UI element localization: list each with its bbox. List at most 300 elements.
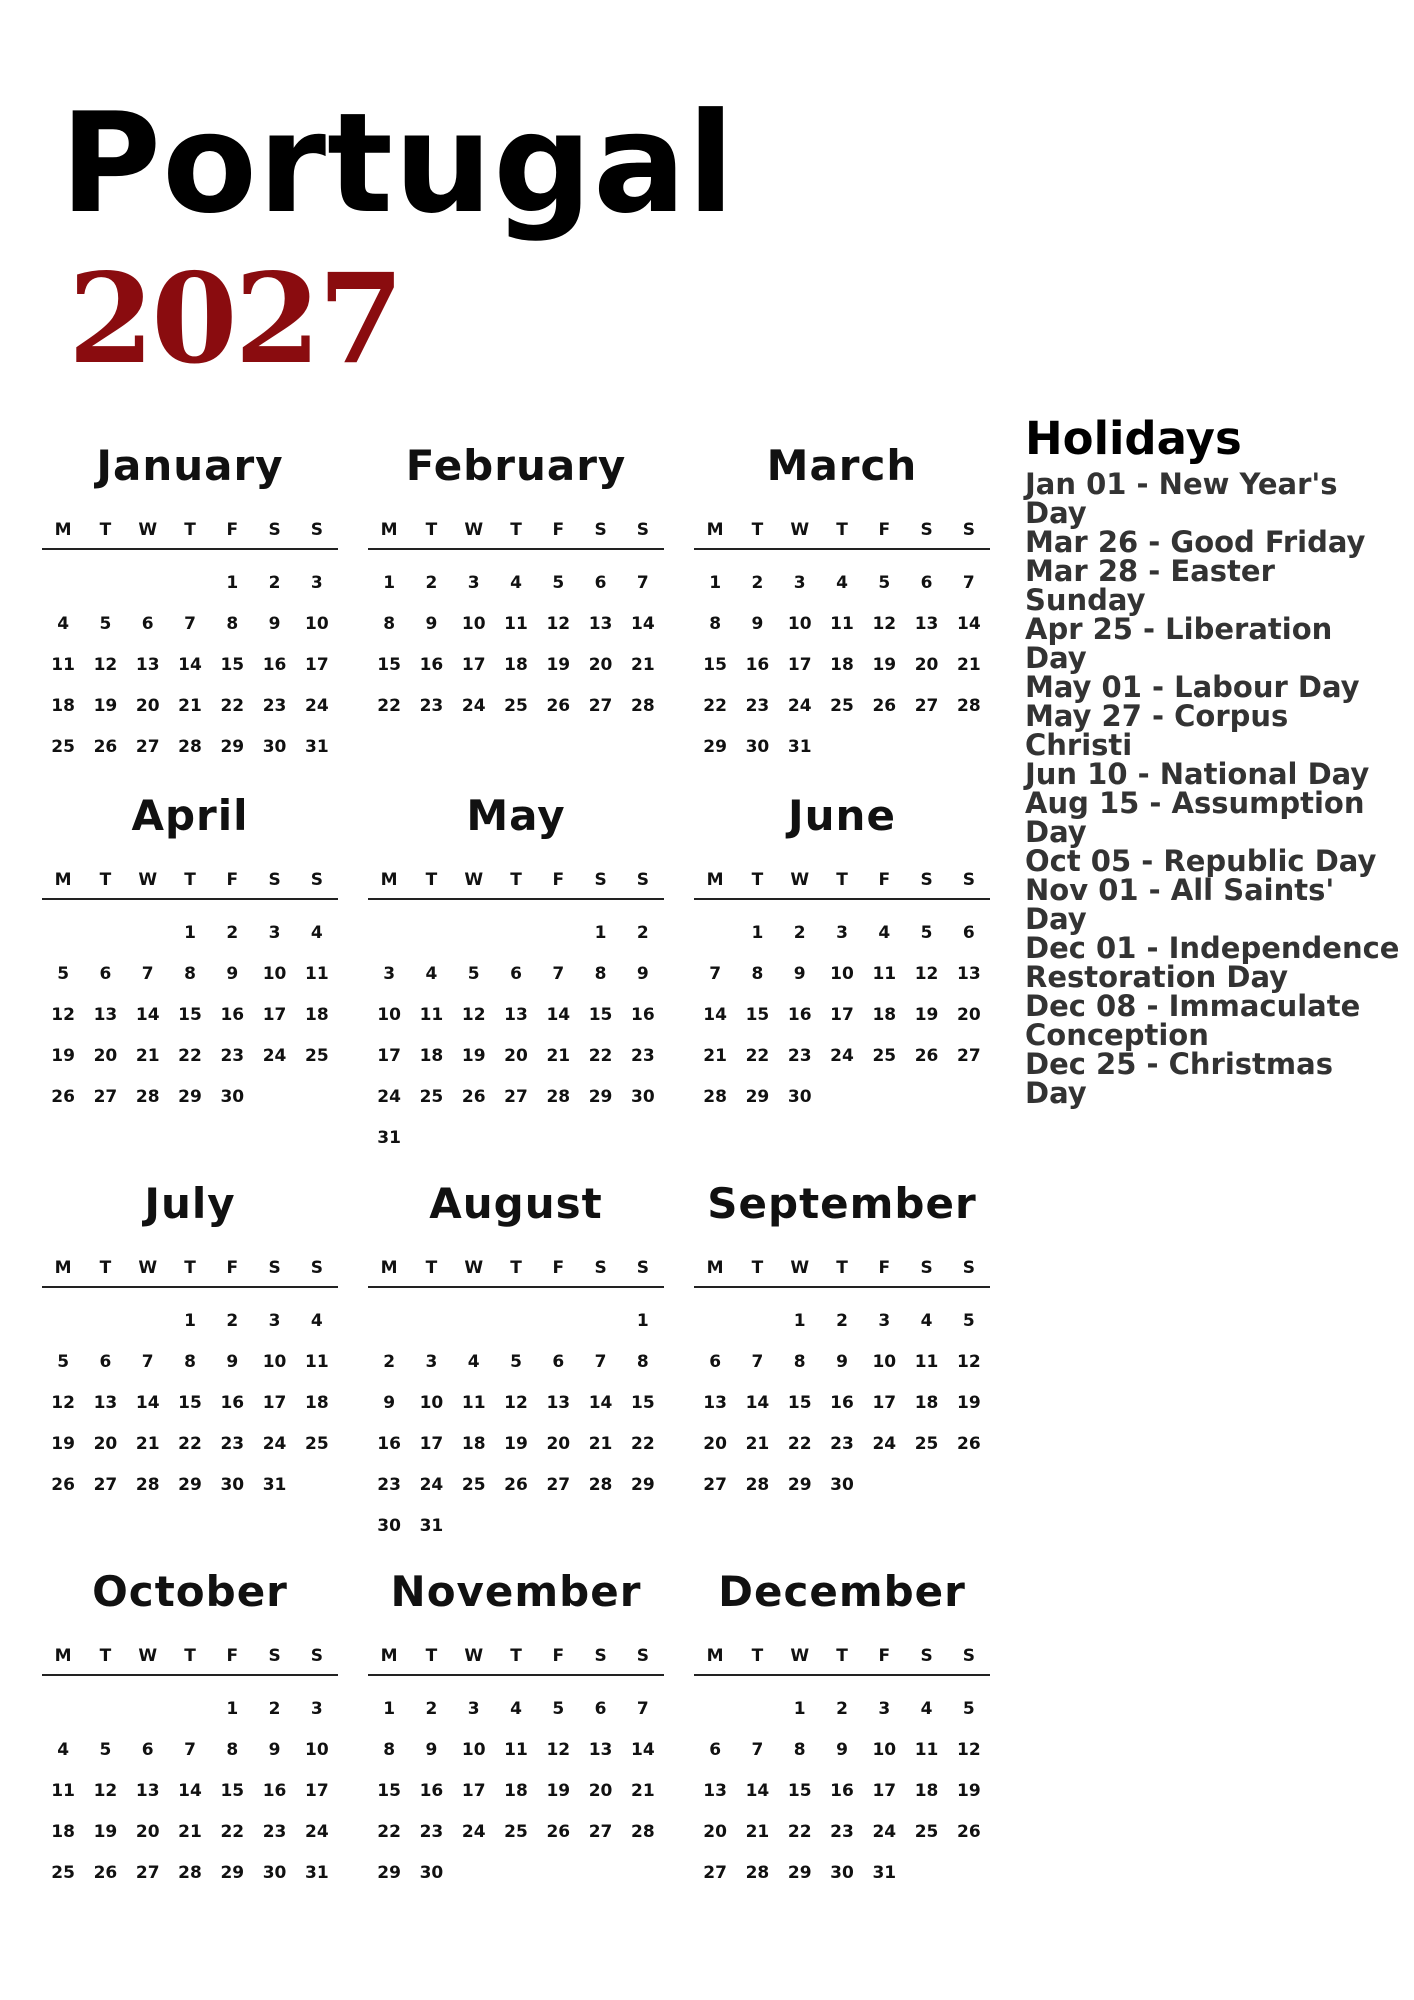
day-cell: 27 xyxy=(703,1474,727,1495)
day-cell: 30 xyxy=(419,1862,444,1883)
holiday-item: Jan 01 - New Year's Day xyxy=(1025,467,1338,530)
day-cell: 15 xyxy=(377,1780,401,1801)
day-cell: 18 xyxy=(504,654,528,675)
weekday-label: T xyxy=(836,1258,848,1278)
day-cell: 16 xyxy=(787,1004,812,1025)
weekday-label: T xyxy=(425,520,438,540)
month-october xyxy=(42,1566,338,1893)
day-cell: 25 xyxy=(461,1474,486,1495)
day-grid xyxy=(42,1688,338,1893)
day-cell: 28 xyxy=(178,1862,202,1883)
day-cell: 15 xyxy=(178,1392,202,1413)
weekday-label: T xyxy=(425,1646,438,1666)
weekday-header xyxy=(368,518,664,550)
day-cell: 22 xyxy=(631,1433,655,1454)
day-cell: 18 xyxy=(51,695,75,716)
day-cell: 24 xyxy=(830,1045,854,1066)
day-cell: 24 xyxy=(872,1821,897,1842)
day-cell: 10 xyxy=(262,1351,287,1372)
day-cell: 1 xyxy=(594,922,607,943)
day-cell: 5 xyxy=(57,1351,70,1372)
weekday-label: T xyxy=(99,520,112,540)
weekday-label: W xyxy=(790,1646,810,1666)
day-cell: 7 xyxy=(594,1351,607,1372)
day-cell: 30 xyxy=(787,1086,812,1107)
day-cell: 6 xyxy=(962,922,975,943)
day-cell: 10 xyxy=(461,1739,486,1760)
day-cell: 17 xyxy=(461,1780,486,1801)
weekday-label: M xyxy=(380,1646,398,1666)
day-cell: 14 xyxy=(745,1780,770,1801)
day-cell: 25 xyxy=(504,1821,528,1842)
day-cell: 13 xyxy=(93,1392,118,1413)
day-cell: 8 xyxy=(383,1739,396,1760)
weekday-label: S xyxy=(636,1258,649,1278)
weekday-label: M xyxy=(54,1258,72,1278)
day-cell: 29 xyxy=(588,1086,613,1107)
day-cell: 30 xyxy=(745,736,770,757)
holiday-item: Mar 26 - Good Friday xyxy=(1025,525,1366,559)
day-cell: 9 xyxy=(268,1739,281,1760)
day-cell: 16 xyxy=(419,1780,444,1801)
weekday-label: T xyxy=(99,1646,112,1666)
day-cell: 12 xyxy=(914,963,939,984)
weekday-label: S xyxy=(268,870,281,890)
weekday-label: W xyxy=(464,1646,484,1666)
day-cell: 23 xyxy=(220,1045,245,1066)
weekday-label: T xyxy=(836,870,848,890)
weekday-header xyxy=(694,868,990,900)
day-cell: 19 xyxy=(957,1780,981,1801)
day-cell: 12 xyxy=(546,1739,571,1760)
day-cell: 22 xyxy=(588,1045,613,1066)
day-cell: 3 xyxy=(425,1351,438,1372)
day-cell: 11 xyxy=(504,1739,528,1760)
day-cell: 5 xyxy=(962,1698,975,1719)
day-cell: 23 xyxy=(830,1433,854,1454)
day-grid xyxy=(42,1300,338,1505)
day-cell: 3 xyxy=(836,922,848,943)
day-cell: 7 xyxy=(636,1698,649,1719)
day-cell: 19 xyxy=(546,654,571,675)
day-cell: 12 xyxy=(957,1351,981,1372)
day-cell: 30 xyxy=(830,1474,854,1495)
day-cell: 22 xyxy=(377,1821,401,1842)
day-cell: 14 xyxy=(178,654,202,675)
weekday-label: W xyxy=(138,520,158,540)
day-cell: 17 xyxy=(262,1392,287,1413)
day-cell: 23 xyxy=(745,695,770,716)
weekday-label: S xyxy=(962,520,975,540)
day-cell: 8 xyxy=(636,1351,649,1372)
month-name: May xyxy=(466,791,566,840)
day-cell: 25 xyxy=(305,1433,329,1454)
weekday-label: S xyxy=(636,520,649,540)
day-cell: 3 xyxy=(268,922,281,943)
month-name: June xyxy=(788,791,896,840)
month-december xyxy=(694,1566,990,1893)
day-cell: 23 xyxy=(631,1045,655,1066)
weekday-label: M xyxy=(380,870,398,890)
day-cell: 1 xyxy=(226,572,239,593)
day-cell: 4 xyxy=(510,572,522,593)
day-cell: 1 xyxy=(751,922,764,943)
day-cell: 28 xyxy=(135,1474,160,1495)
day-cell: 8 xyxy=(709,613,722,634)
day-cell: 9 xyxy=(425,613,438,634)
day-cell: 1 xyxy=(636,1310,649,1331)
day-grid xyxy=(42,562,338,767)
day-cell: 24 xyxy=(461,1821,486,1842)
weekday-header xyxy=(368,1256,664,1288)
day-cell: 9 xyxy=(383,1392,396,1413)
day-cell: 20 xyxy=(135,695,160,716)
day-cell: 15 xyxy=(588,1004,613,1025)
weekday-label: W xyxy=(464,870,484,890)
day-cell: 20 xyxy=(588,654,613,675)
day-cell: 1 xyxy=(383,1698,396,1719)
weekday-label: T xyxy=(751,1646,764,1666)
day-cell: 26 xyxy=(872,695,897,716)
day-cell: 12 xyxy=(51,1392,75,1413)
day-cell: 31 xyxy=(262,1474,287,1495)
month-july xyxy=(42,1178,338,1505)
day-cell: 25 xyxy=(872,1045,897,1066)
day-cell: 31 xyxy=(419,1515,444,1536)
day-cell: 21 xyxy=(631,654,655,675)
day-cell: 12 xyxy=(872,613,897,634)
weekday-label: F xyxy=(552,1646,565,1666)
day-cell: 17 xyxy=(419,1433,444,1454)
day-cell: 12 xyxy=(51,1004,75,1025)
day-cell: 14 xyxy=(135,1392,160,1413)
day-cell: 18 xyxy=(305,1004,329,1025)
day-cell: 24 xyxy=(377,1086,401,1107)
day-cell: 12 xyxy=(93,654,118,675)
day-cell: 29 xyxy=(377,1862,401,1883)
day-cell: 31 xyxy=(305,1862,329,1883)
day-cell: 20 xyxy=(546,1433,571,1454)
day-cell: 27 xyxy=(703,1862,727,1883)
day-cell: 26 xyxy=(504,1474,528,1495)
day-cell: 11 xyxy=(305,963,329,984)
weekday-label: F xyxy=(878,870,891,890)
day-cell: 1 xyxy=(709,572,722,593)
day-cell: 29 xyxy=(178,1474,202,1495)
day-cell: 10 xyxy=(419,1392,444,1413)
day-grid xyxy=(368,562,664,726)
day-cell: 26 xyxy=(957,1821,981,1842)
day-cell: 21 xyxy=(178,695,202,716)
day-cell: 1 xyxy=(793,1310,806,1331)
weekday-header xyxy=(694,1644,990,1676)
month-september xyxy=(694,1178,990,1505)
day-cell: 27 xyxy=(93,1086,118,1107)
day-cell: 19 xyxy=(872,654,897,675)
day-cell: 16 xyxy=(220,1392,245,1413)
day-cell: 30 xyxy=(830,1862,854,1883)
day-cell: 23 xyxy=(419,695,444,716)
day-cell: 4 xyxy=(467,1351,480,1372)
day-cell: 28 xyxy=(178,736,202,757)
day-cell: 6 xyxy=(920,572,933,593)
day-cell: 18 xyxy=(872,1004,897,1025)
day-cell: 20 xyxy=(93,1433,118,1454)
day-cell: 31 xyxy=(872,1862,897,1883)
weekday-label: M xyxy=(380,1258,398,1278)
day-cell: 27 xyxy=(135,736,160,757)
day-cell: 28 xyxy=(135,1086,160,1107)
month-november xyxy=(368,1566,664,1893)
month-may xyxy=(368,790,664,1158)
day-cell: 10 xyxy=(787,613,812,634)
weekday-label: T xyxy=(184,1646,196,1666)
page-title: Portugal xyxy=(60,83,736,244)
day-cell: 15 xyxy=(745,1004,770,1025)
weekday-label: S xyxy=(920,520,933,540)
month-january xyxy=(42,440,338,767)
day-cell: 8 xyxy=(594,963,607,984)
day-cell: 18 xyxy=(419,1045,444,1066)
day-cell: 26 xyxy=(93,736,118,757)
day-cell: 8 xyxy=(793,1351,806,1372)
day-cell: 11 xyxy=(419,1004,444,1025)
day-cell: 4 xyxy=(510,1698,522,1719)
holiday-item: May 01 - Labour Day xyxy=(1025,670,1360,704)
day-cell: 15 xyxy=(220,654,245,675)
day-cell: 3 xyxy=(268,1310,281,1331)
day-cell: 5 xyxy=(99,613,112,634)
day-cell: 31 xyxy=(787,736,812,757)
day-cell: 6 xyxy=(141,613,154,634)
day-cell: 20 xyxy=(135,1821,160,1842)
day-cell: 20 xyxy=(914,654,939,675)
day-cell: 18 xyxy=(914,1780,939,1801)
weekday-label: F xyxy=(226,870,239,890)
day-cell: 12 xyxy=(504,1392,528,1413)
day-cell: 26 xyxy=(546,1821,571,1842)
day-cell: 19 xyxy=(51,1045,75,1066)
day-cell: 8 xyxy=(226,1739,239,1760)
day-cell: 13 xyxy=(504,1004,528,1025)
day-cell: 15 xyxy=(220,1780,245,1801)
day-cell: 28 xyxy=(546,1086,571,1107)
day-cell: 21 xyxy=(588,1433,613,1454)
day-cell: 19 xyxy=(504,1433,528,1454)
day-cell: 2 xyxy=(836,1698,848,1719)
day-cell: 1 xyxy=(226,1698,239,1719)
day-cell: 17 xyxy=(461,654,486,675)
day-cell: 3 xyxy=(310,572,323,593)
day-cell: 20 xyxy=(703,1433,727,1454)
day-cell: 4 xyxy=(878,922,891,943)
day-cell: 3 xyxy=(467,1698,480,1719)
day-cell: 13 xyxy=(588,613,613,634)
weekday-label: W xyxy=(138,1646,158,1666)
day-cell: 21 xyxy=(957,654,981,675)
day-cell: 10 xyxy=(461,613,486,634)
day-cell: 21 xyxy=(178,1821,202,1842)
weekday-header xyxy=(694,518,990,550)
day-cell: 4 xyxy=(425,963,438,984)
day-cell: 20 xyxy=(957,1004,981,1025)
day-cell: 27 xyxy=(914,695,939,716)
day-cell: 27 xyxy=(588,1821,613,1842)
day-cell: 26 xyxy=(914,1045,939,1066)
weekday-label: T xyxy=(751,520,764,540)
day-cell: 25 xyxy=(51,1862,75,1883)
day-grid xyxy=(694,912,990,1117)
day-cell: 6 xyxy=(552,1351,565,1372)
day-cell: 24 xyxy=(419,1474,444,1495)
day-cell: 17 xyxy=(305,1780,329,1801)
day-cell: 17 xyxy=(787,654,812,675)
weekday-label: S xyxy=(310,870,323,890)
day-cell: 5 xyxy=(510,1351,522,1372)
day-cell: 13 xyxy=(703,1780,727,1801)
day-cell: 21 xyxy=(631,1780,655,1801)
day-cell: 15 xyxy=(631,1392,655,1413)
day-cell: 22 xyxy=(178,1045,202,1066)
day-cell: 27 xyxy=(957,1045,981,1066)
weekday-label: S xyxy=(962,870,975,890)
day-cell: 16 xyxy=(419,654,444,675)
weekday-label: F xyxy=(552,870,565,890)
day-cell: 4 xyxy=(920,1698,933,1719)
day-cell: 7 xyxy=(141,1351,154,1372)
month-march xyxy=(694,440,990,767)
day-cell: 29 xyxy=(787,1474,812,1495)
day-cell: 27 xyxy=(135,1862,160,1883)
day-cell: 15 xyxy=(787,1392,812,1413)
weekday-label: T xyxy=(184,1258,196,1278)
weekday-label: T xyxy=(510,1258,522,1278)
day-cell: 10 xyxy=(872,1739,897,1760)
weekday-label: W xyxy=(464,1258,484,1278)
day-grid xyxy=(42,912,338,1117)
day-cell: 28 xyxy=(631,695,655,716)
month-name: August xyxy=(429,1179,603,1228)
weekday-header xyxy=(42,1644,338,1676)
day-cell: 15 xyxy=(377,654,401,675)
day-cell: 7 xyxy=(709,963,722,984)
day-cell: 2 xyxy=(836,1310,848,1331)
day-cell: 2 xyxy=(268,572,281,593)
day-cell: 22 xyxy=(220,1821,245,1842)
day-cell: 9 xyxy=(793,963,806,984)
day-cell: 27 xyxy=(588,695,613,716)
weekday-label: F xyxy=(552,1258,565,1278)
month-name: November xyxy=(390,1567,642,1616)
weekday-label: F xyxy=(226,520,239,540)
day-cell: 8 xyxy=(184,1351,196,1372)
day-cell: 17 xyxy=(872,1780,897,1801)
day-cell: 24 xyxy=(262,1433,287,1454)
day-cell: 4 xyxy=(57,1739,70,1760)
day-cell: 17 xyxy=(262,1004,287,1025)
weekday-label: S xyxy=(310,1258,323,1278)
weekday-label: T xyxy=(184,870,196,890)
day-cell: 21 xyxy=(745,1433,770,1454)
weekday-header xyxy=(42,868,338,900)
day-cell: 14 xyxy=(135,1004,160,1025)
month-name: March xyxy=(766,441,918,490)
day-cell: 13 xyxy=(546,1392,571,1413)
day-cell: 6 xyxy=(709,1739,722,1760)
day-cell: 7 xyxy=(751,1739,764,1760)
month-name: July xyxy=(144,1179,236,1228)
day-cell: 11 xyxy=(872,963,897,984)
weekday-label: S xyxy=(594,870,607,890)
day-cell: 11 xyxy=(914,1739,939,1760)
day-cell: 9 xyxy=(425,1739,438,1760)
day-cell: 11 xyxy=(830,613,854,634)
day-cell: 12 xyxy=(461,1004,486,1025)
day-cell: 11 xyxy=(504,613,528,634)
day-cell: 5 xyxy=(920,922,933,943)
day-cell: 18 xyxy=(305,1392,329,1413)
day-cell: 20 xyxy=(504,1045,528,1066)
day-cell: 8 xyxy=(793,1739,806,1760)
day-cell: 2 xyxy=(226,1310,239,1331)
day-cell: 26 xyxy=(461,1086,486,1107)
day-cell: 10 xyxy=(377,1004,401,1025)
day-cell: 27 xyxy=(504,1086,528,1107)
day-cell: 6 xyxy=(141,1739,154,1760)
day-cell: 16 xyxy=(830,1780,854,1801)
day-cell: 30 xyxy=(631,1086,655,1107)
day-cell: 30 xyxy=(262,1862,287,1883)
day-cell: 22 xyxy=(745,1045,770,1066)
weekday-header xyxy=(42,1256,338,1288)
day-cell: 24 xyxy=(787,695,812,716)
day-cell: 17 xyxy=(872,1392,897,1413)
weekday-label: T xyxy=(510,870,522,890)
day-cell: 15 xyxy=(178,1004,202,1025)
day-cell: 2 xyxy=(425,1698,438,1719)
day-grid xyxy=(368,912,664,1158)
day-cell: 3 xyxy=(793,572,806,593)
holiday-item: May 27 - Corpus Christi xyxy=(1025,699,1289,762)
day-cell: 28 xyxy=(957,695,981,716)
day-cell: 22 xyxy=(787,1821,812,1842)
weekday-label: S xyxy=(594,520,607,540)
day-cell: 9 xyxy=(836,1351,848,1372)
weekday-label: S xyxy=(310,1646,323,1666)
day-cell: 7 xyxy=(141,963,154,984)
day-cell: 13 xyxy=(957,963,981,984)
day-cell: 3 xyxy=(467,572,480,593)
day-cell: 28 xyxy=(631,1821,655,1842)
day-grid xyxy=(694,1300,990,1505)
day-cell: 6 xyxy=(99,1351,112,1372)
weekday-label: S xyxy=(268,1646,281,1666)
day-cell: 1 xyxy=(383,572,396,593)
day-cell: 28 xyxy=(745,1862,770,1883)
weekday-label: W xyxy=(138,1258,158,1278)
day-cell: 24 xyxy=(305,695,329,716)
day-cell: 5 xyxy=(552,1698,565,1719)
day-cell: 2 xyxy=(751,572,764,593)
day-cell: 5 xyxy=(962,1310,975,1331)
day-cell: 30 xyxy=(220,1474,245,1495)
day-cell: 29 xyxy=(220,1862,245,1883)
day-cell: 14 xyxy=(178,1780,202,1801)
weekday-label: S xyxy=(920,870,933,890)
weekday-label: T xyxy=(425,870,438,890)
day-cell: 16 xyxy=(262,1780,287,1801)
day-cell: 21 xyxy=(546,1045,571,1066)
